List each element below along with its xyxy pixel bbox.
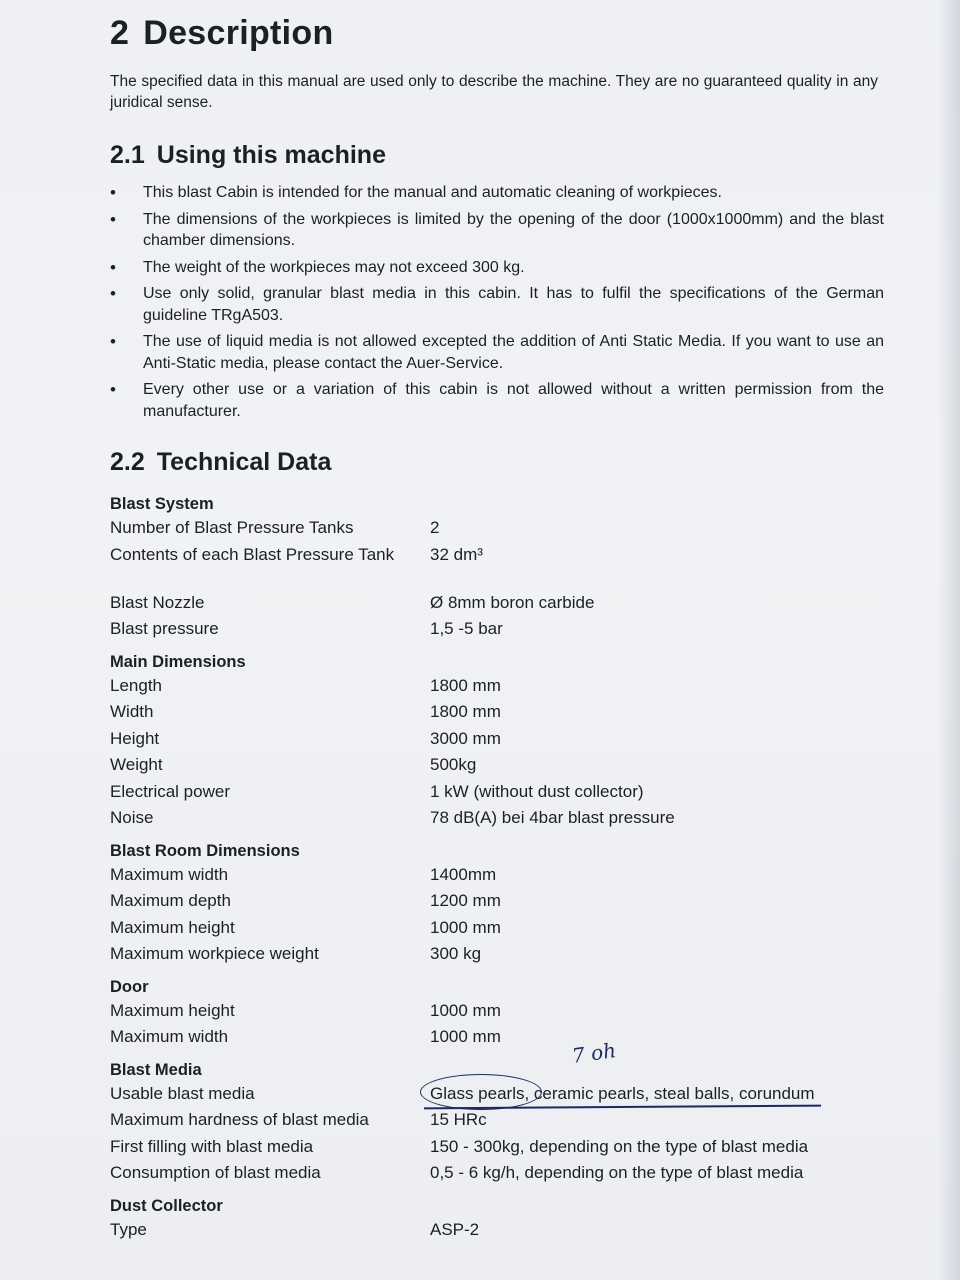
section-number: 2: [110, 14, 130, 52]
bullet-item: [110, 283, 890, 326]
table-row: [110, 1037, 890, 1110]
group-title-blast-media: Blast Media: [110, 1060, 202, 1079]
row-label: Consumption of blast media: [110, 1163, 321, 1182]
bullet-icon: •: [110, 332, 116, 351]
table-row: [110, 701, 890, 728]
table-row: [110, 943, 890, 970]
handwritten-circle-annotation: [420, 1074, 542, 1110]
table-row: [110, 1109, 890, 1136]
subsection-title-using: Using this machine: [156, 141, 386, 169]
row-label: Blast pressure: [110, 619, 219, 638]
row-value: 0,5 - 6 kg/h, depending on the type of blast media: [430, 1163, 804, 1182]
group-title-blast-room-dimensions: Blast Room Dimensions: [110, 841, 300, 860]
usage-bullet-list: [110, 182, 890, 422]
row-label: Weight: [110, 755, 163, 774]
row-value: 1000 mm: [430, 1000, 501, 1020]
table-row: [110, 517, 890, 544]
row-value: 1400mm: [430, 864, 497, 884]
subsection-heading-tech: [110, 448, 890, 477]
row-value: 1800 mm: [430, 702, 501, 721]
row-label: Maximum depth: [110, 891, 231, 910]
row-label: Usable blast media: [110, 1083, 255, 1103]
annotated-media-value: [430, 1037, 815, 1104]
document-content: [110, 14, 890, 1245]
row-label: Maximum hardness of blast media: [110, 1110, 369, 1129]
table-row: [110, 917, 890, 944]
row-value: 300 kg: [430, 944, 482, 963]
value-rest-text: , ceramic pearls, steal balls, corundum: [524, 1083, 815, 1103]
bullet-icon: •: [110, 284, 116, 303]
row-label: Maximum height: [110, 917, 235, 937]
bullet-item: [110, 257, 890, 279]
bullet-text: Use only solid, granular blast media in this cabin. It has to fulfil the specifications of the German guideline TRgA503.: [143, 285, 884, 324]
table-row: [110, 1162, 890, 1189]
row-value: 78 dB(A) bei 4bar blast pressure: [430, 808, 675, 827]
table-row: [110, 618, 890, 645]
row-label: Maximum width: [110, 864, 229, 884]
table-row: [110, 728, 890, 755]
table-row: [110, 675, 890, 702]
section-heading: [110, 14, 890, 53]
row-value: 500kg: [430, 755, 477, 774]
bullet-text: The use of liquid media is not allowed excepted the addition of Anti Static Media. If you want to use an Anti-Static media, please contact the Auer-Service.: [143, 333, 884, 372]
section-intro: The specified data in this manual are used only to describe the machine. They are no guaranteed quality in any juridical sense.: [110, 73, 878, 111]
bullet-icon: •: [110, 183, 116, 202]
bullet-icon: •: [110, 380, 116, 399]
table-row: [110, 890, 890, 917]
row-value: 1000 mm: [430, 917, 501, 937]
table-row: [110, 754, 890, 781]
subsection-number-tech: 2.2: [110, 448, 145, 476]
section-title: Description: [143, 14, 334, 52]
row-value: ASP-2: [430, 1219, 480, 1239]
group-title-main-dimensions: Main Dimensions: [110, 652, 246, 671]
bullet-text: Every other use or a variation of this cabin is not allowed without a written permission from the manufacturer.: [143, 381, 884, 420]
table-row: [110, 1219, 890, 1246]
bullet-text: The dimensions of the workpieces is limited by the opening of the door (1000x1000mm) and the blast chamber dimensions.: [143, 210, 884, 249]
bullet-item: [110, 182, 890, 204]
row-value: 3000 mm: [430, 728, 501, 748]
table-row: [110, 1136, 890, 1163]
subsection-heading-using: [110, 141, 890, 170]
row-value: 2: [430, 518, 440, 537]
row-label: Maximum width: [110, 1027, 229, 1046]
row-value: 32 dm³: [430, 544, 483, 564]
group-title-blast-system: Blast System: [110, 495, 214, 513]
bullet-text: The weight of the workpieces may not exceed 300 kg.: [143, 258, 525, 276]
bullet-item: [110, 379, 890, 422]
table-row: [110, 1026, 890, 1053]
row-label: Maximum height: [110, 1000, 235, 1020]
table-row: [110, 544, 890, 592]
table-row: [110, 592, 890, 619]
row-value: 1200 mm: [430, 891, 501, 910]
bullet-text: This blast Cabin is intended for the manual and automatic cleaning of workpieces.: [143, 184, 722, 201]
row-label: Number of Blast Pressure Tanks: [110, 518, 354, 537]
row-value: Ø 8mm boron carbide: [430, 592, 595, 612]
table-row: [110, 1000, 890, 1027]
subsection-number-using: 2.1: [110, 141, 145, 169]
table-row: [110, 781, 890, 808]
row-value: [430, 1037, 890, 1110]
row-value: 1800 mm: [430, 675, 501, 695]
row-label: First filling with blast media: [110, 1136, 314, 1156]
row-value: 15 HRc: [430, 1110, 487, 1129]
subsection-title-tech: Technical Data: [156, 448, 332, 476]
row-label: Electrical power: [110, 781, 230, 801]
circled-value-text: Glass pearls: [430, 1083, 525, 1103]
row-label: Height: [110, 728, 160, 748]
row-label: Length: [110, 675, 162, 695]
row-value: 1 kW (without dust collector): [430, 781, 644, 801]
bullet-icon: •: [110, 209, 116, 229]
row-value: 1000 mm: [430, 1027, 501, 1046]
row-label: Type: [110, 1219, 147, 1239]
group-title-dust-collector: Dust Collector: [110, 1196, 223, 1215]
row-value: 1,5 -5 bar: [430, 619, 503, 638]
page-edge-shadow: [938, 0, 960, 1280]
row-label: Blast Nozzle: [110, 592, 205, 612]
row-label: Noise: [110, 808, 154, 827]
row-value: 150 - 300kg, depending on the type of blast media: [430, 1136, 809, 1156]
bullet-icon: •: [110, 257, 116, 277]
row-label: Maximum workpiece weight: [110, 944, 319, 963]
bullet-item: [110, 209, 890, 252]
bullet-item: [110, 331, 890, 374]
technical-data-table: [110, 493, 890, 1245]
row-label: Contents of each Blast Pressure Tank: [110, 544, 395, 564]
row-label: Width: [110, 702, 154, 721]
table-row: [110, 864, 890, 891]
group-title-door: Door: [110, 977, 149, 996]
table-row: [110, 807, 890, 834]
handwritten-note: 7 oh: [570, 1037, 618, 1068]
